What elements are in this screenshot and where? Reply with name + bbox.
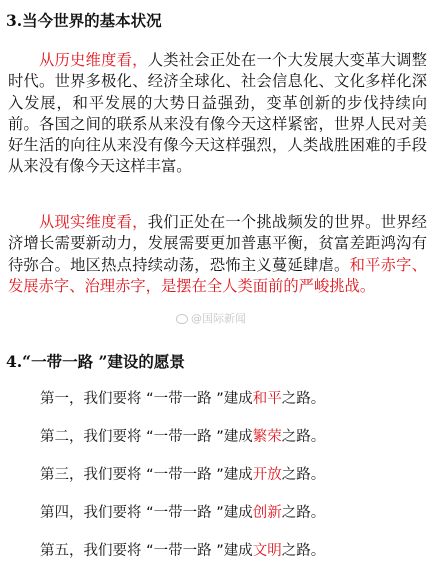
section3-heading: 3.当今世界的基本状况 (6, 11, 162, 30)
vision-item-prefix: 第二，我们要将 “一带一路 ”建成 (40, 429, 253, 445)
vision-item (40, 427, 325, 447)
vision-item-suffix: 之路。 (281, 505, 326, 521)
vision-item-keyword: 文明 (252, 543, 282, 559)
vision-item-prefix: 第五，我们要将 “一带一路 ”建成 (40, 543, 253, 559)
vision-item-prefix: 第三，我们要将 “一带一路 ”建成 (40, 467, 253, 483)
vision-item-suffix: 之路。 (281, 543, 326, 559)
vision-item-prefix: 第四，我们要将 “一带一路 ”建成 (40, 505, 253, 521)
historical-dimension-text: 人类社会正处在一个大发展大变革大调整时代。世界多极化、经济全球化、社会信息化、文化多样化深入发展，和平发展的大势日益强劲，变革创新的步伐持续向前。各国之间的联系从来没有像今天这样紧密，世界人民对美好生活的向往从来没有像今天这样强烈，人类战胜困难的手段从来没有像今天这样丰富。 (8, 51, 427, 176)
vision-item-keyword: 繁荣 (252, 429, 282, 445)
section4-heading: 4.“一带一路 ”建设的愿景 (6, 352, 185, 371)
three-deficits-text: 和平赤字、发展赤字、治理赤字，是摆在全人类面前的严峻挑战。 (8, 255, 427, 295)
vision-item (40, 541, 325, 561)
vision-item (40, 389, 325, 409)
vision-item-prefix: 第一，我们要将 “一带一路 ”建成 (40, 391, 253, 407)
weibo-logo-icon (176, 314, 188, 324)
watermark-text: @国际新闻 (191, 312, 246, 325)
vision-item-keyword: 创新 (252, 505, 282, 521)
vision-item-suffix: 之路。 (281, 391, 326, 407)
vision-item-suffix: 之路。 (281, 467, 326, 483)
vision-item-keyword: 开放 (252, 467, 282, 483)
vision-item-suffix: 之路。 (281, 429, 326, 445)
vision-item (40, 465, 325, 485)
vision-item (40, 503, 325, 523)
watermark (176, 312, 246, 326)
historical-dimension-paragraph (8, 50, 427, 178)
historical-dimension-lead: 从历史维度看， (39, 51, 148, 69)
reality-dimension-text: 我们正处在一个挑战频发的世界。世界经济增长需要新动力，发展需要更加普惠平衡，贫富差距鸿沟有待弥合。地区热点持续动荡，恐怖主义蔓延肆虐。 (8, 213, 427, 274)
vision-item-keyword: 和平 (252, 391, 282, 407)
reality-dimension-paragraph (8, 212, 427, 297)
reality-dimension-lead: 从现实维度看， (39, 213, 148, 231)
